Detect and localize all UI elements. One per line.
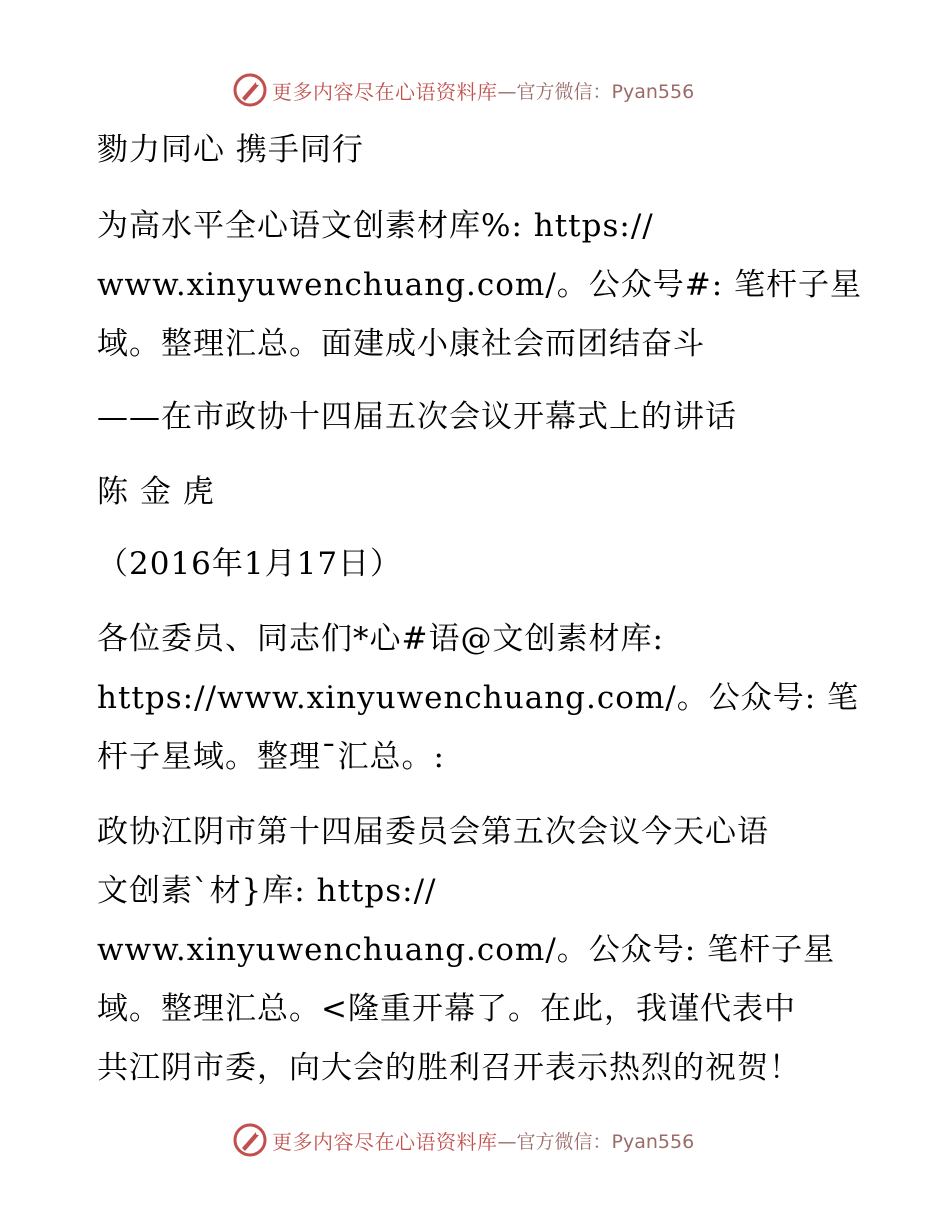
paragraph-line: 政协江阴市第十四届委员会第五次会议今天心语 [97, 814, 769, 850]
paragraph-line: 共江阴市委，向大会的胜利召开表示热烈的祝贺！ [97, 1050, 801, 1086]
paragraph-line: 各位委员、同志们*心#语@文创素材库: [97, 621, 664, 657]
author-line: 陈 金 虎 [97, 474, 215, 510]
footer-banner [232, 1120, 694, 1160]
banner-suffix: —官方微信：Pyan556 [497, 1130, 695, 1153]
paragraph-line: 域。整理汇总。面建成小康社会而团结奋斗 [97, 326, 705, 362]
header-banner [232, 70, 694, 110]
banner-text: 更多内容尽在心语资料库 [272, 79, 498, 104]
pen-logo-icon [232, 72, 268, 108]
paragraph-line: 文创素`材}库: https:// [97, 873, 437, 909]
paragraph-line: www.xinyuwenchuang.com/。公众号: 笔杆子星 [97, 932, 836, 968]
banner-suffix: —官方微信：Pyan556 [497, 80, 695, 103]
paragraph-line: 域。整理汇总。<隆重开幕了。在此，我谨代表中 [97, 991, 796, 1027]
date-line: （2016年1月17日） [97, 546, 403, 582]
banner-text: 更多内容尽在心语资料库 [272, 1129, 498, 1154]
paragraph-line: www.xinyuwenchuang.com/。公众号#: 笔杆子星 [97, 267, 863, 303]
subtitle-line: ——在市政协十四届五次会议开幕式上的讲话 [97, 399, 737, 435]
paragraph-line: 杆子星域。整理¯汇总。: [97, 739, 445, 775]
document-title: 勠力同心 携手同行 [97, 132, 364, 168]
pen-logo-icon [232, 1122, 268, 1158]
paragraph-line: 为高水平全心语文创素材库%: https:// [97, 208, 654, 244]
paragraph-line: https://www.xinyuwenchuang.com/。公众号: 笔 [97, 680, 860, 716]
